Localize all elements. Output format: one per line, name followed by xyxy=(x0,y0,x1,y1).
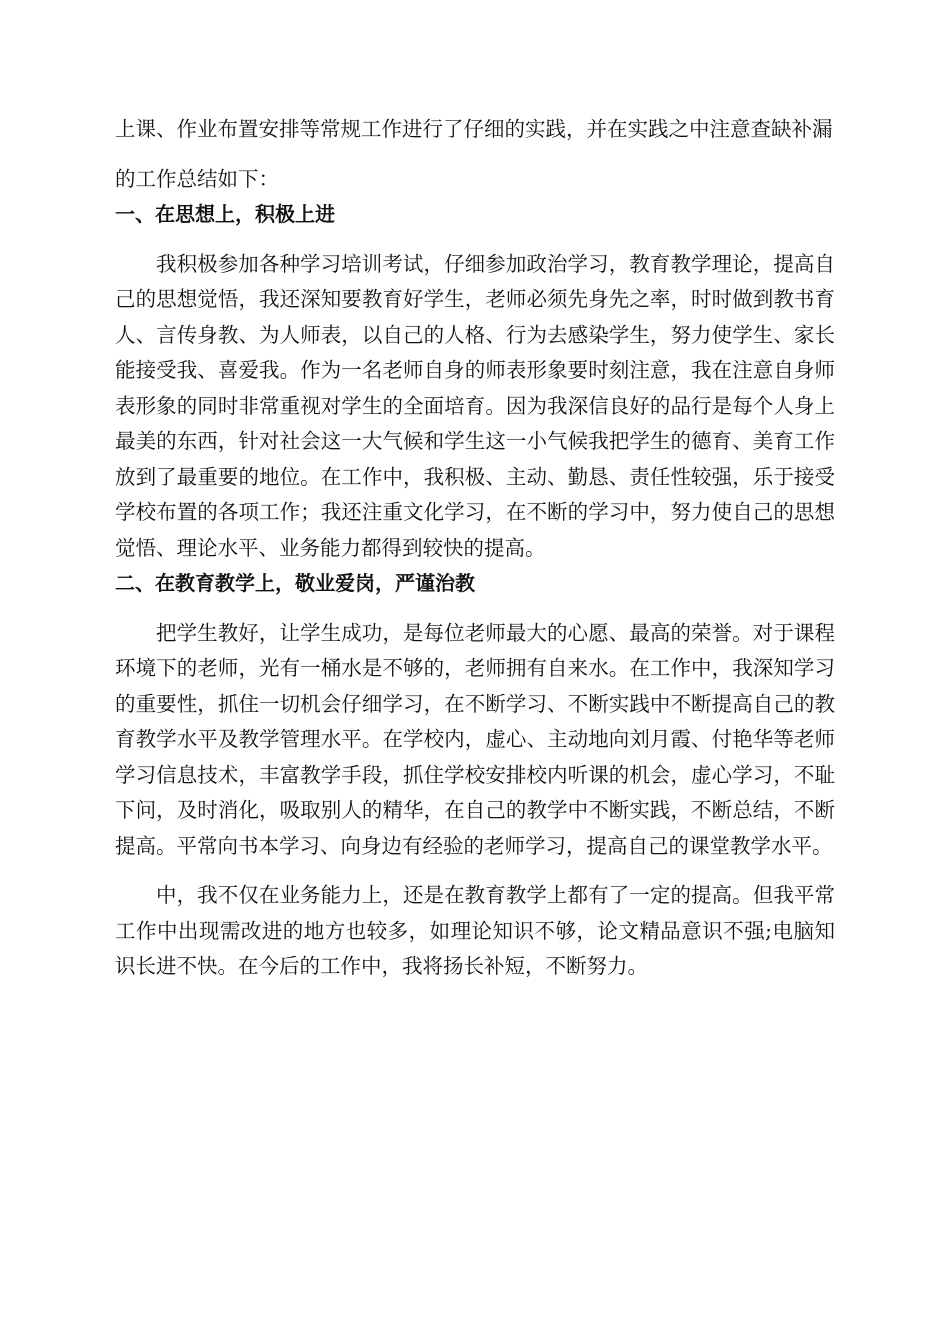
section-2-paragraph: 把学生教好，让学生成功，是每位老师最大的心愿、最高的荣誉。对于课程环境下的老师，光有一桶水是不够的，老师拥有自来水。在工作中，我深知学习的重要性，抓住一切机会仔细学习，在不断学习、不断实践中不断提高自己的教育教学水平及教学管理水平。在学校内，虚心、主动地向刘月霞、付艳华等老师学习信息技术，丰富教学手段，抓住学校安排校内听课的机会，虚心学习，不耻下问，及时消化，吸取别人的精华，在自己的教学中不断实践，不断总结，不断提高。平常向书本学习、向身边有经验的老师学习，提高自己的课堂教学水平。 xyxy=(115,620,835,858)
section-2-heading: 二、在教育教学上，敬业爱岗，严谨治教 xyxy=(115,571,475,595)
section-1-heading: 一、在思想上，积极上进 xyxy=(115,202,335,226)
opening-line-2: 的工作总结如下： xyxy=(115,166,279,191)
section-1-paragraph: 我积极参加各种学习培训考试，仔细参加政治学习，教育教学理论，提高自己的思想觉悟，我还深知要教育好学生，老师必须先身先之率，时时做到教书育人、言传身教、为人师表，以自己的人格、行为去感染学生，努力使学生、家长能接受我、喜爱我。作为一名老师自身的师表形象要时刻注意，我在注意自身师表形象的同时非常重视对学生的全面培育。因为我深信良好的品行是每个人身上最美的东西，针对社会这一大气候和学生这一小气候我把学生的德育、美育工作放到了最重要的地位。在工作中，我积极、主动、勤恳、责任性较强，乐于接受学校布置的各项工作；我还注重文化学习，在不断的学习中，努力使自己的思想觉悟、理论水平、业务能力都得到较快的提高。 xyxy=(115,251,835,560)
closing-paragraph: 中，我不仅在业务能力上，还是在教育教学上都有了一定的提高。但我平常工作中出现需改进的地方也较多，如理论知识不够，论文精品意识不强;电脑知识长进不快。在今后的工作中，我将扬长补短，不断努力。 xyxy=(115,883,835,978)
opening-line-1: 上课、作业布置安排等常规工作进行了仔细的实践，并在实践之中注意查缺补漏 xyxy=(115,117,833,141)
document-body xyxy=(115,112,835,985)
